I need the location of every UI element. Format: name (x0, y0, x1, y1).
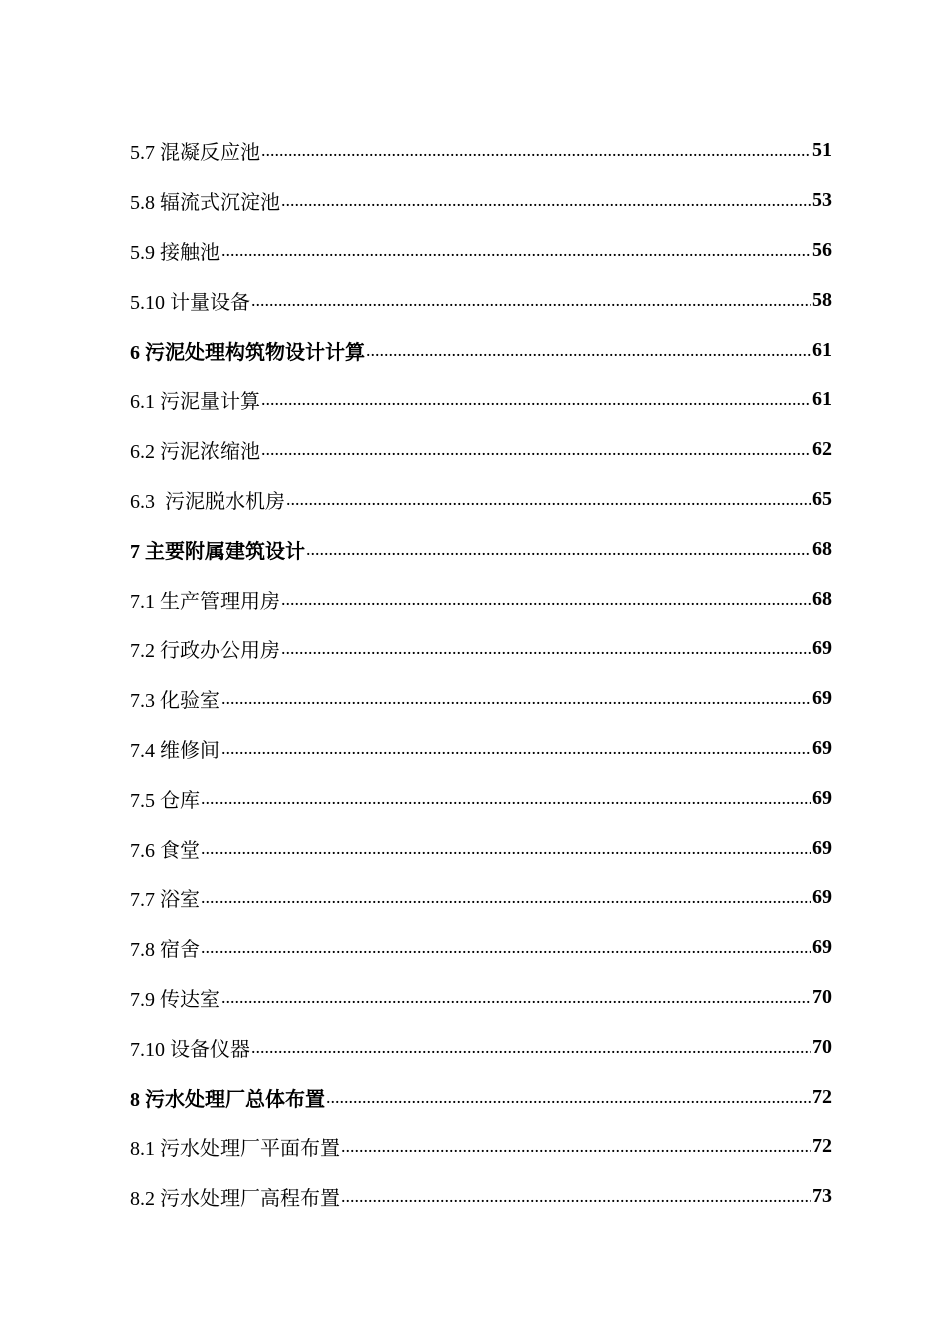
toc-page-number: 70 (812, 985, 832, 1008)
toc-dot-leader (281, 589, 811, 610)
toc-entry-title: 8.2 污水处理厂高程布置 (130, 1188, 340, 1211)
toc-entry-title: 7.2 行政办公用房 (130, 640, 280, 663)
toc-dot-leader (281, 638, 811, 659)
toc-entry-title: 7.3 化验室 (130, 690, 220, 713)
toc-section-entry[interactable] (130, 226, 832, 276)
toc-dot-leader (221, 240, 811, 261)
toc-page-number: 53 (812, 189, 832, 212)
toc-section-entry[interactable] (130, 973, 832, 1023)
toc-dot-leader (366, 340, 811, 361)
toc-section-entry[interactable] (130, 425, 832, 475)
toc-section-entry[interactable] (130, 823, 832, 873)
toc-section-entry[interactable] (130, 1022, 832, 1072)
toc-page-number: 69 (812, 936, 832, 959)
toc-page-number: 62 (812, 438, 832, 461)
toc-section-entry[interactable] (130, 923, 832, 973)
toc-page-number: 51 (812, 139, 832, 162)
toc-page-number: 61 (812, 388, 832, 411)
toc-entry-title: 7.4 维修间 (130, 739, 220, 762)
toc-page-number: 69 (812, 637, 832, 660)
toc-entry-title: 7.8 宿舍 (130, 939, 200, 962)
toc-section-entry[interactable] (130, 375, 832, 425)
toc-section-entry[interactable] (130, 126, 832, 176)
toc-chapter-entry[interactable] (130, 325, 832, 375)
toc-entry-title: 7.6 食堂 (130, 839, 200, 862)
toc-section-entry[interactable] (130, 475, 832, 525)
toc-chapter-entry[interactable] (130, 1072, 832, 1122)
toc-entry-title: 7.7 浴室 (130, 889, 200, 912)
toc-page-number: 69 (812, 886, 832, 909)
toc-page-number: 68 (812, 537, 832, 560)
toc-section-entry[interactable] (130, 773, 832, 823)
toc-page-number: 69 (812, 687, 832, 710)
toc-dot-leader (221, 738, 811, 759)
toc-dot-leader (306, 539, 811, 560)
toc-page-number: 69 (812, 836, 832, 859)
toc-section-entry[interactable] (130, 724, 832, 774)
toc-section-entry[interactable] (130, 574, 832, 624)
toc-section-entry[interactable] (130, 873, 832, 923)
toc-dot-leader (201, 838, 811, 859)
toc-page-number: 72 (812, 1085, 832, 1108)
toc-entry-title: 5.7 混凝反应池 (130, 142, 260, 165)
toc-entry-title: 6 污泥处理构筑物设计计算 (130, 341, 365, 364)
toc-dot-leader (221, 987, 811, 1008)
toc-page-number: 73 (812, 1185, 832, 1208)
toc-entry-title: 5.8 辐流式沉淀池 (130, 192, 280, 215)
toc-dot-leader (201, 887, 811, 908)
toc-page-number: 56 (812, 238, 832, 261)
toc-section-entry[interactable] (130, 275, 832, 325)
toc-dot-leader (261, 389, 811, 410)
toc-dot-leader (261, 439, 811, 460)
toc-page-number: 69 (812, 786, 832, 809)
toc-dot-leader (221, 688, 811, 709)
toc-dot-leader (261, 140, 811, 161)
toc-entry-title: 7 主要附属建筑设计 (130, 540, 305, 563)
toc-dot-leader (201, 937, 811, 958)
toc-dot-leader (251, 1037, 811, 1058)
toc-entry-title: 5.10 计量设备 (130, 291, 250, 314)
toc-page-number: 72 (812, 1135, 832, 1158)
toc-entry-title: 8.1 污水处理厂平面布置 (130, 1138, 340, 1161)
toc-chapter-entry[interactable] (130, 524, 832, 574)
toc-section-entry[interactable] (130, 1172, 832, 1222)
toc-entry-title: 7.5 仓库 (130, 789, 200, 812)
table-of-contents (130, 126, 832, 1222)
toc-entry-title: 8 污水处理厂总体布置 (130, 1088, 325, 1111)
toc-dot-leader (251, 290, 811, 311)
toc-entry-title: 7.9 传达室 (130, 988, 220, 1011)
toc-dot-leader (341, 1186, 811, 1207)
toc-page-number: 68 (812, 587, 832, 610)
toc-dot-leader (286, 489, 811, 510)
toc-dot-leader (201, 788, 811, 809)
toc-entry-title: 5.9 接触池 (130, 241, 220, 264)
toc-entry-title: 7.1 生产管理用房 (130, 590, 280, 613)
toc-entry-title: 6.2 污泥浓缩池 (130, 441, 260, 464)
toc-entry-title: 7.10 设备仪器 (130, 1038, 250, 1061)
toc-page-number: 61 (812, 338, 832, 361)
toc-page-number: 58 (812, 288, 832, 311)
toc-dot-leader (281, 190, 811, 211)
toc-entry-title: 6.1 污泥量计算 (130, 391, 260, 414)
toc-section-entry[interactable] (130, 674, 832, 724)
toc-entry-title: 6.3 污泥脱水机房 (130, 490, 285, 513)
toc-section-entry[interactable] (130, 624, 832, 674)
toc-dot-leader (341, 1136, 811, 1157)
toc-page-number: 69 (812, 736, 832, 759)
toc-section-entry[interactable] (130, 1122, 832, 1172)
toc-section-entry[interactable] (130, 176, 832, 226)
toc-page-number: 70 (812, 1035, 832, 1058)
toc-page-number: 65 (812, 487, 832, 510)
toc-dot-leader (326, 1087, 811, 1108)
